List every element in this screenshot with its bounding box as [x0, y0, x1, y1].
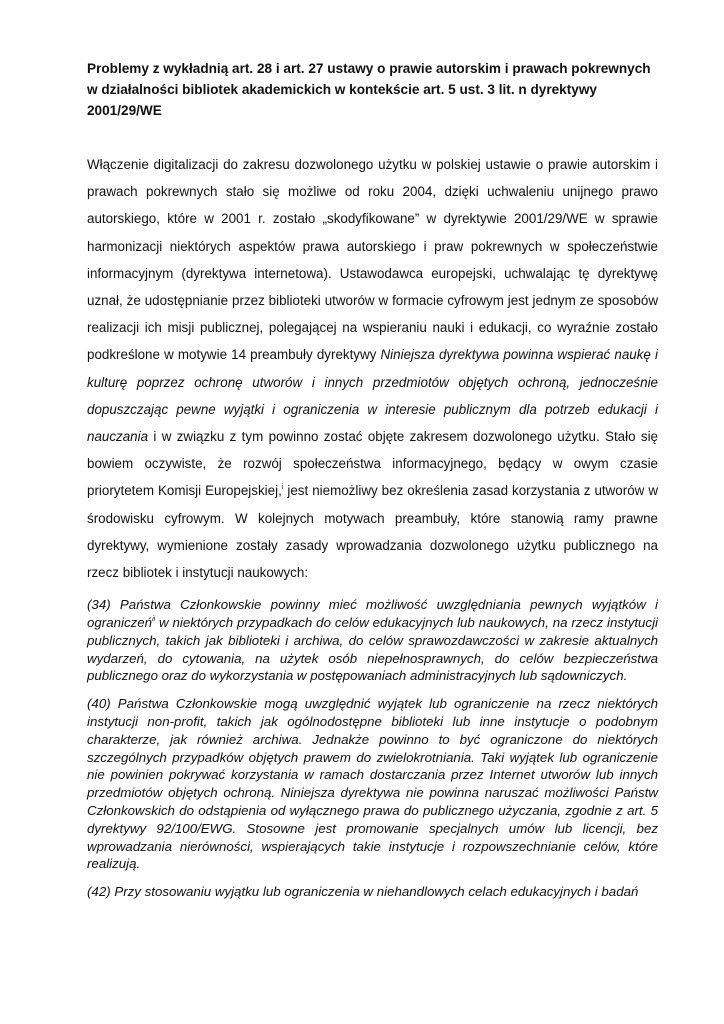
intro-paragraph	[87, 151, 658, 586]
intro-text-2: i w związku z tym powinno zostać objęte zakresem dozwolonego użytku. Stało się bowiem oczywiste, że rozwój społeczeństwa informacyjnego, będący w owym czasie priorytetem Komisji Europejskiej,	[87, 429, 658, 499]
recital-42: (42) Przy stosowaniu wyjątku lub ograniczenia w niehandlowych celach edukacyjnych i badań	[87, 884, 639, 900]
footnote-ref-i[interactable]: i	[281, 484, 284, 492]
intro-text-1: Włączenie digitalizacji do zakresu dozwolonego użytku w polskiej ustawie o prawie autorskim i prawach pokrewnych stało się możliwe od roku 2004, dzięki uchwaleniu unijnego prawo autorskiego, które w 2001 r. zostało „skodyfikowane” w dyrektywie 2001/29/WE w sprawie harmonizacji niektórych aspektów prawa autorskiego i praw pokrewnych w społeczeństwie informacyjnym (dyrektywa internetowa). Ustawodawca europejski, uchwalając tę dyrektywę uznał, że udostępnianie przez biblioteki utworów w formacie cyfrowym jest jednym ze sposobów realizacji ich misji publicznej, polegającej na wspieraniu nauki i edukacji, co wyraźnie zostało podkreślone w motywie 14 preambuły dyrektywy	[87, 157, 658, 363]
footnote-ref-ii[interactable]: ii	[152, 616, 156, 624]
document-title: Problemy z wykładnią art. 28 i art. 27 ustawy o prawie autorskim i prawach pokrewnych w działalności bibliotek akademickich w kontekście art. 5 ust. 3 lit. n dyrektywy 2001/29/WE	[87, 61, 651, 118]
recital-14-quote: Niniejsza dyrektywa powinna wspierać naukę i kulturę poprzez ochronę utworów i innych przedmiotów objętych ochroną, jednocześnie dopuszczając pewne wyjątki i ograniczenia w interesie publicznym dla potrzeb edukacji i nauczania	[87, 347, 658, 445]
recital-34-text-b: w niektórych przypadkach do celów edukacyjnych lub naukowych, na rzecz instytucji publicznych, takich jak biblioteki i archiwa, do celów sprawozdawczości w zakresie aktualnych wydarzeń, do cytowania, na użytek osób niepełnosprawnych, do celów bezpieczeństwa publicznego oraz do wykorzystania w postępowaniach administracyjnych lub sądowniczych.	[87, 615, 658, 684]
intro-text-3: jest niemożliwy bez określenia zasad korzystania z utworów w środowisku cyfrowym. W kolejnych motywach preambuły, które stanowią ramy prawne dyrektywy, wymienione zostały zasady wprowadzania dozwolonego użytku publicznego na rzecz bibliotek i instytucji naukowych:	[87, 483, 658, 581]
recital-34-text-a: (34) Państwa Członkowskie powinny mieć możliwość uwzględniania pewnych wyjątków i ograniczeń	[87, 597, 658, 631]
recital-34	[87, 596, 658, 685]
recital-40: (40) Państwa Członkowskie mogą uwzględnić wyjątek lub ograniczenie na rzecz niektórych instytucji non-profit, takich jak ogólnodostępne biblioteki lub inne instytucje o podobnym charakterze, jak również archiwa. Jednakże powinno to być ograniczone do niektórych szczególnych przypadków objętych prawem do zwielokrotniania. Taki wyjątek lub ograniczenie nie powinien pokrywać korzystania w ramach dostarczania przez Internet utworów lub innych przedmiotów objętych ochroną. Niniejsza dyrektywa nie powinna naruszać możliwości Państw Członkowskich do odstąpienia od wyłącznego prawa do publicznego użyczania, zgodnie z art. 5 dyrektywy 92/100/EWG. Stosowne jest promowanie specjalnych umów lub licencji, bez wprowadzania nierówności, wspierających takie instytucje i rozpowszechnianie celów, które realizują.	[87, 696, 658, 872]
